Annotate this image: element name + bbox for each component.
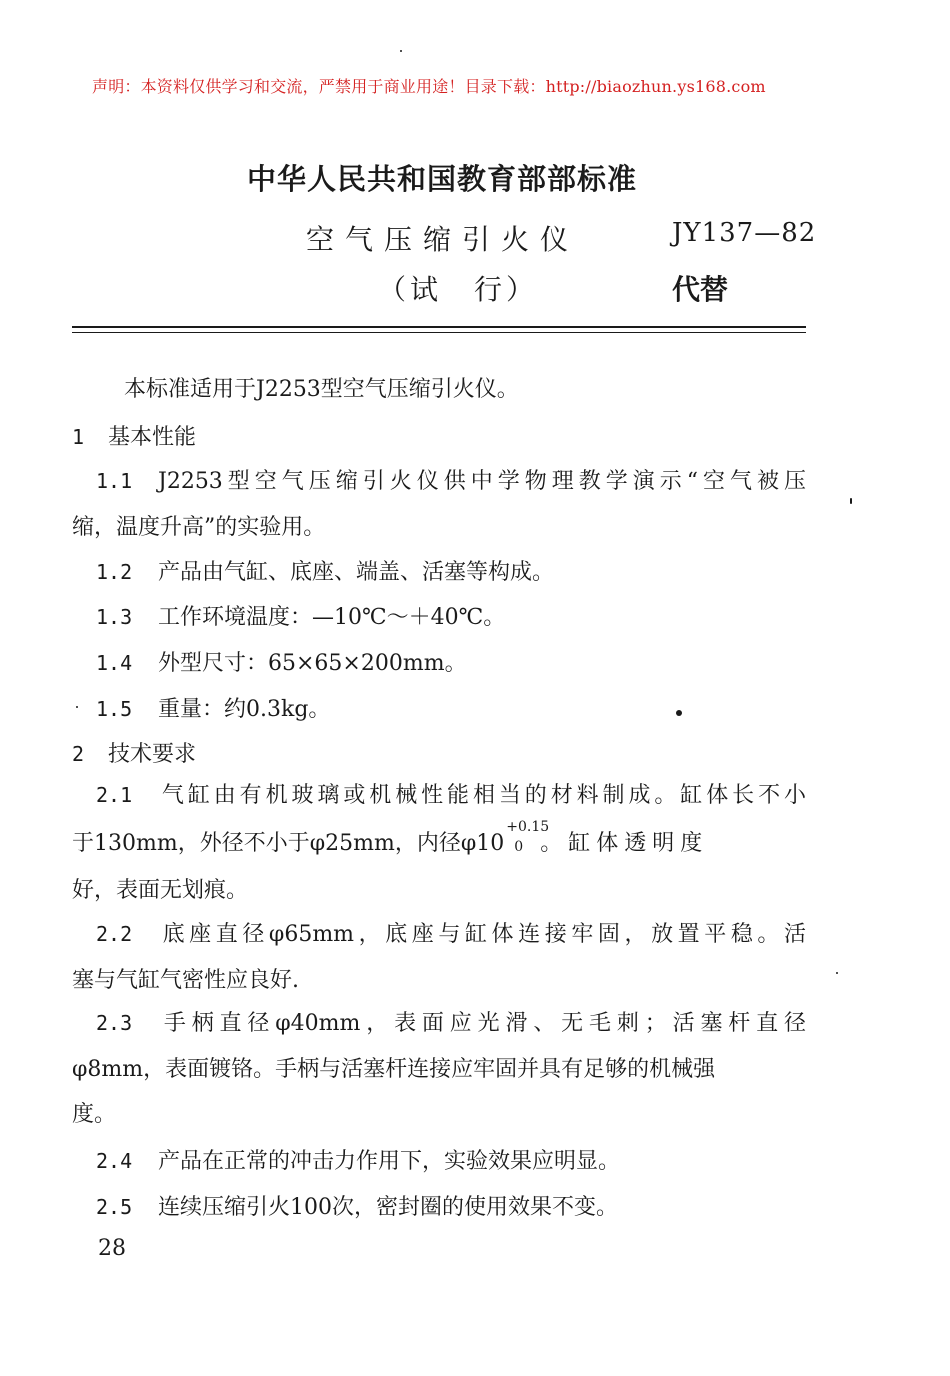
clause-1-3 xyxy=(96,600,505,631)
intro-paragraph: 本标准适用于J2253型空气压缩引火仪。 xyxy=(124,377,519,402)
clause-1-5 xyxy=(96,692,330,723)
section-title: 基本性能 xyxy=(108,425,197,450)
clause-text: 于130mm，外径不小于φ25mm，内径φ10 xyxy=(72,831,505,856)
scan-speck xyxy=(76,706,78,708)
clause-text: 手柄直径φ40mm，表面应光滑、无毛刺；活塞杆直径 xyxy=(158,1011,806,1036)
section-2-heading xyxy=(72,737,196,768)
section-title: 技术要求 xyxy=(108,742,197,767)
clause-number: 2.1 xyxy=(96,783,133,807)
clause-number: 1.4 xyxy=(96,651,133,675)
issuing-organization: 中华人民共和国教育部部标准 xyxy=(247,162,638,196)
clause-1-1-line1 xyxy=(72,464,806,495)
clause-2-3-line1 xyxy=(72,1006,806,1037)
clause-2-2-line1 xyxy=(72,917,806,948)
clause-number: 2.4 xyxy=(96,1149,133,1173)
header-rule-bottom xyxy=(72,332,806,333)
header-rule-top xyxy=(72,326,806,328)
clause-1-1-line2: 缩，温度升高”的实验用。 xyxy=(72,515,326,540)
standard-title: 空气压缩引火仪 xyxy=(306,223,580,256)
clause-text: 连续压缩引火100次，密封圈的使用效果不变。 xyxy=(158,1195,618,1220)
clause-number: 2.2 xyxy=(96,922,133,946)
clause-text: 。缸体透明度 xyxy=(540,831,709,856)
clause-2-3-line3: 度。 xyxy=(72,1102,117,1127)
clause-1-2 xyxy=(96,555,554,586)
tolerance xyxy=(504,819,550,855)
scan-speck xyxy=(850,498,852,504)
tolerance-upper: +0.15 xyxy=(506,819,550,835)
clause-2-3-line2: φ8mm，表面镀铬。手柄与活塞杆连接应牢固并具有足够的机械强 xyxy=(72,1057,716,1082)
clause-2-1-line2 xyxy=(72,819,709,857)
clause-text: 重量：约0.3kg。 xyxy=(158,697,331,722)
section-1-heading xyxy=(72,420,196,451)
copyright-notice: 声明：本资料仅供学习和交流，严禁用于商业用途！目录下载：http://biaozhun.ys168.com xyxy=(92,77,766,96)
scan-speck xyxy=(836,972,838,974)
clause-number: 2.3 xyxy=(96,1011,133,1035)
trial-status: （试 行） xyxy=(378,273,539,306)
page-number: 28 xyxy=(98,1236,126,1261)
clause-text: 外型尺寸：65×65×200mm。 xyxy=(158,651,467,676)
clause-text: J2253型空气压缩引火仪供中学物理教学演示“空气被压 xyxy=(158,469,806,494)
clause-2-1-line1 xyxy=(72,778,806,809)
clause-2-1-line3: 好，表面无划痕。 xyxy=(72,878,249,903)
scan-speck xyxy=(400,50,402,52)
clause-text: 产品在正常的冲击力作用下，实验效果应明显。 xyxy=(158,1149,621,1174)
clause-text: 气缸由有机玻璃或机械性能相当的材料制成。缸体长不小 xyxy=(158,783,806,808)
clause-number: 1.3 xyxy=(96,605,133,629)
clause-2-5 xyxy=(96,1190,618,1221)
scan-speck xyxy=(676,710,682,716)
tolerance-lower: 0 xyxy=(514,839,524,855)
clause-number: 1.2 xyxy=(96,560,133,584)
clause-number: 2.5 xyxy=(96,1195,133,1219)
clause-text: 工作环境温度：—10℃～＋40℃。 xyxy=(158,605,506,630)
section-number: 1 xyxy=(72,425,85,449)
standard-code: JY137—82 xyxy=(672,218,817,248)
section-number: 2 xyxy=(72,742,85,766)
replaces-label: 代替 xyxy=(672,273,729,306)
clause-1-4 xyxy=(96,646,467,677)
clause-2-2-line2: 塞与气缸气密性应良好. xyxy=(72,968,299,993)
clause-text: 底座直径φ65mm，底座与缸体连接牢固，放置平稳。活 xyxy=(158,922,806,947)
clause-number: 1.5 xyxy=(96,697,133,721)
clause-text: 产品由气缸、底座、端盖、活塞等构成。 xyxy=(158,560,555,585)
clause-2-4 xyxy=(96,1144,620,1175)
clause-number: 1.1 xyxy=(96,469,133,493)
